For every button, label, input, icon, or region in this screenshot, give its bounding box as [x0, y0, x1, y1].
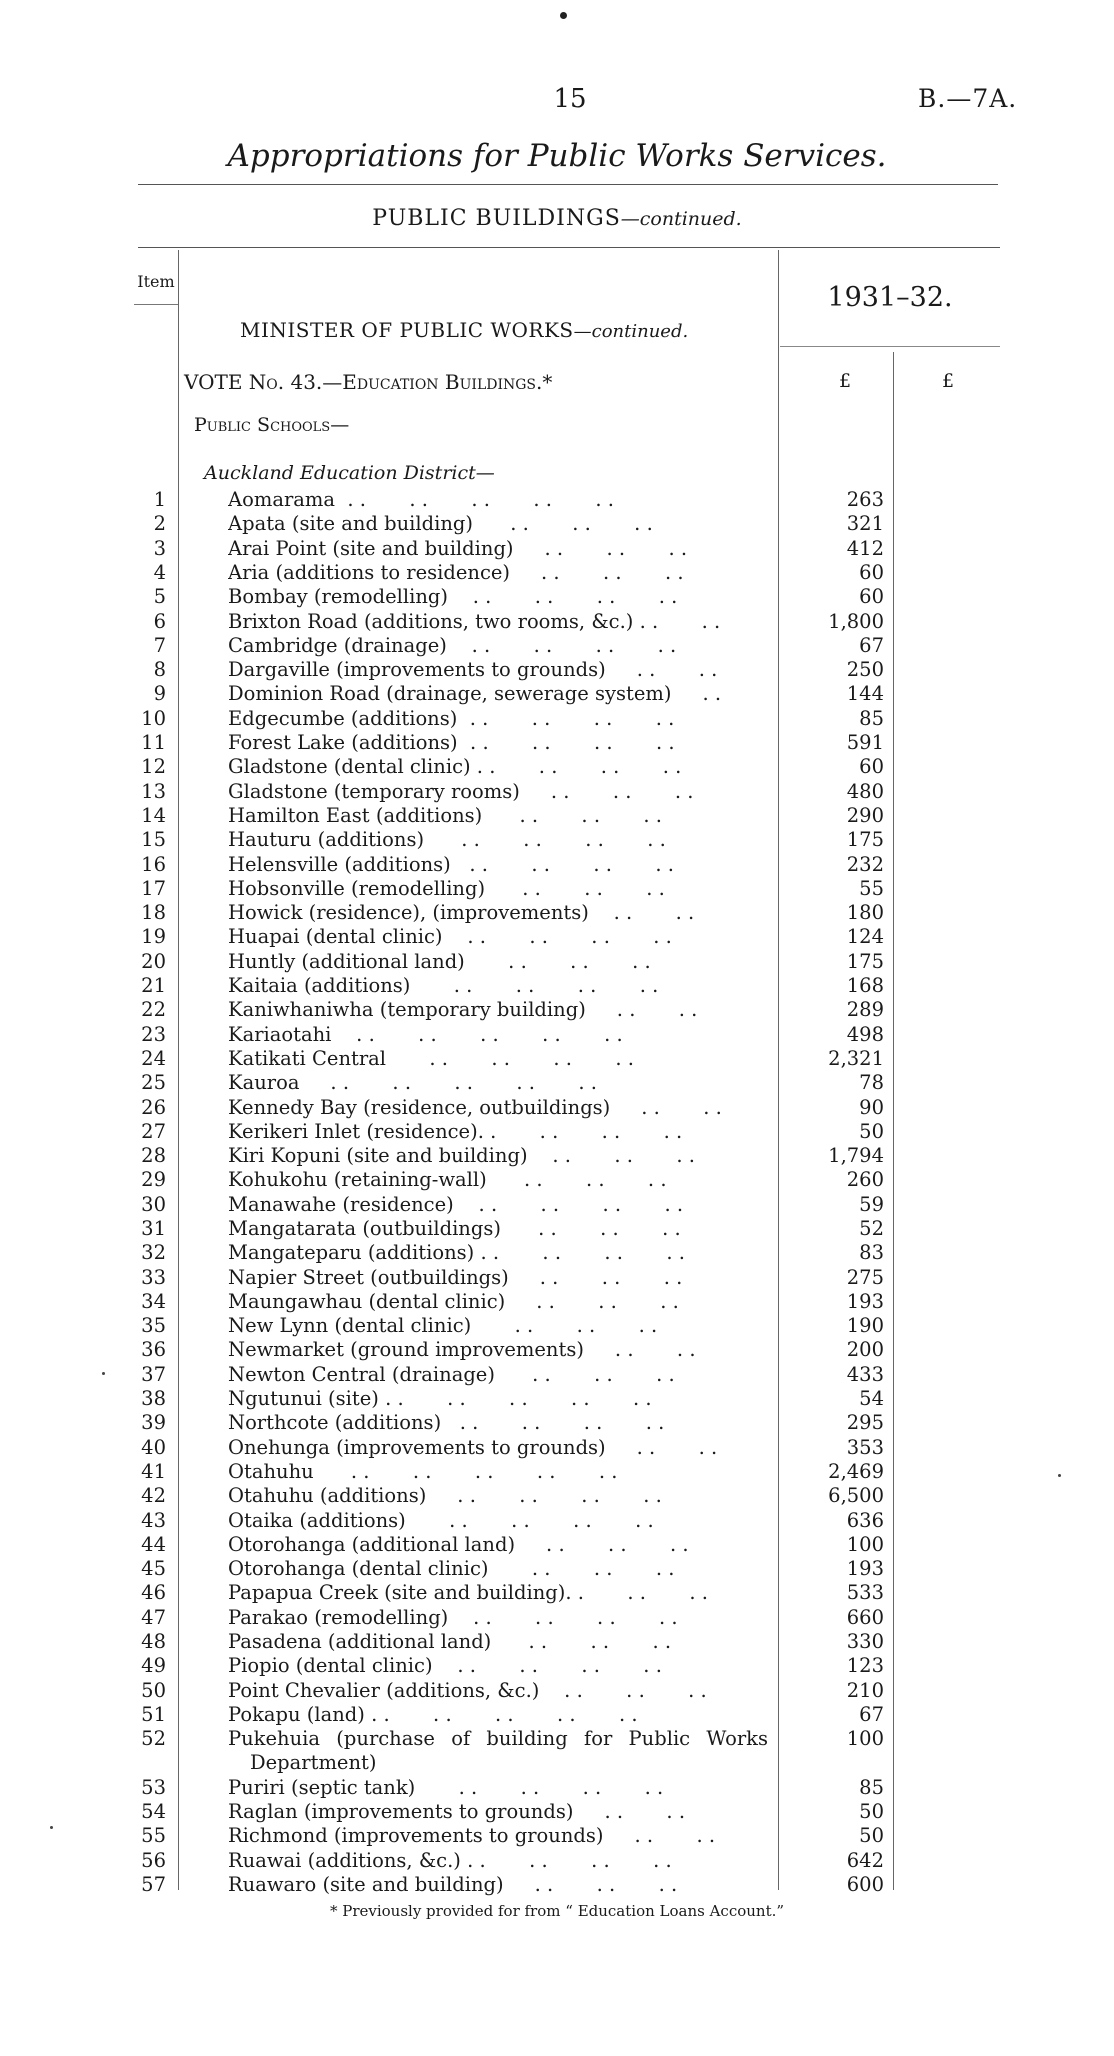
table-row	[0, 1217, 1114, 1241]
page-number: 15	[553, 84, 587, 114]
item-number: 42	[141, 1484, 166, 1507]
table-row	[0, 780, 1114, 804]
school-name: Aria (additions to residence) . . . . . .	[228, 561, 684, 584]
school-name: Kiri Kopuni (site and building) . . . . . .	[228, 1144, 695, 1167]
amount: 642	[846, 1849, 884, 1872]
amount: 1,800	[828, 610, 884, 633]
school-name: Aomarama . . . . . . . . . .	[228, 488, 614, 511]
amount: 295	[846, 1411, 884, 1434]
item-number: 18	[141, 901, 166, 924]
table-row	[0, 512, 1114, 536]
amount: 85	[859, 1776, 884, 1799]
table-row	[0, 1071, 1114, 1095]
amount: 660	[846, 1606, 884, 1629]
item-number: 44	[141, 1533, 166, 1556]
table-row	[0, 610, 1114, 634]
item-number: 41	[141, 1460, 166, 1483]
table-row	[0, 901, 1114, 925]
item-number: 47	[141, 1606, 166, 1629]
school-name: Helensville (additions) . . . . . . . .	[228, 853, 674, 876]
amount: 175	[846, 950, 884, 973]
amount: 289	[846, 998, 884, 1021]
table-row	[0, 974, 1114, 998]
amount: 180	[846, 901, 884, 924]
amount: 50	[859, 1824, 884, 1847]
table-row	[0, 1606, 1114, 1630]
school-name: Papapua Creek (site and building). . . . . .	[228, 1581, 708, 1604]
amount: 60	[859, 755, 884, 778]
school-name: Bombay (remodelling) . . . . . . . .	[228, 585, 678, 608]
item-number: 20	[141, 950, 166, 973]
item-number: 52	[141, 1727, 166, 1750]
table-row	[0, 1193, 1114, 1217]
document-reference: B.—7A.	[918, 84, 1018, 113]
table-row	[0, 1557, 1114, 1581]
item-number: 4	[153, 561, 166, 584]
amount: 50	[859, 1800, 884, 1823]
amount: 433	[846, 1363, 884, 1386]
amount: 67	[859, 634, 884, 657]
item-number: 36	[141, 1338, 166, 1361]
item-number: 13	[141, 780, 166, 803]
school-name: Parakao (remodelling) . . . . . . . .	[228, 1606, 678, 1629]
school-name: Kaitaia (additions) . . . . . . . .	[228, 974, 659, 997]
amount: 193	[846, 1290, 884, 1313]
school-name: Kerikeri Inlet (residence). . . . . . . .	[228, 1120, 683, 1143]
page-title: Appropriations for Public Works Services.	[227, 138, 887, 174]
table-row	[0, 828, 1114, 852]
table-row	[0, 1581, 1114, 1605]
school-name: Mangateparu (additions) . . . . . . . .	[228, 1241, 685, 1264]
item-number: 12	[141, 755, 166, 778]
amount: 6,500	[828, 1484, 884, 1507]
amount: 498	[846, 1023, 884, 1046]
item-number: 21	[141, 974, 166, 997]
school-name: Newmarket (ground improvements) . . . .	[228, 1338, 696, 1361]
school-name: New Lynn (dental clinic) . . . . . .	[228, 1314, 658, 1337]
item-number: 34	[141, 1290, 166, 1313]
currency-symbol-1: £	[838, 370, 852, 392]
table-row	[0, 755, 1114, 779]
section-heading: Public Schools—	[194, 414, 350, 436]
school-name: Forest Lake (additions) . . . . . . . .	[228, 731, 675, 754]
amount: 480	[846, 780, 884, 803]
item-number: 49	[141, 1654, 166, 1677]
amount: 1,794	[828, 1144, 884, 1167]
table-row	[0, 1800, 1114, 1824]
table-row	[0, 1096, 1114, 1120]
school-name: Point Chevalier (additions, &c.) . . . . . .	[228, 1679, 707, 1702]
table-row	[0, 998, 1114, 1022]
table-row	[0, 1290, 1114, 1314]
table-row	[0, 1824, 1114, 1848]
school-name: Mangatarata (outbuildings) . . . . . .	[228, 1217, 681, 1240]
amount: 533	[846, 1581, 884, 1604]
table-row	[0, 707, 1114, 731]
table-row	[0, 1484, 1114, 1508]
school-name: Kariaotahi . . . . . . . . . .	[228, 1023, 623, 1046]
amount: 250	[846, 658, 884, 681]
school-name: Katikati Central . . . . . . . .	[228, 1047, 634, 1070]
school-name: Pukehuia (purchase of building for Public Works	[228, 1727, 768, 1750]
amount: 59	[859, 1193, 884, 1216]
item-number: 11	[141, 731, 166, 754]
amount: 168	[846, 974, 884, 997]
table-row	[0, 1533, 1114, 1557]
section-subtitle	[100, 206, 1014, 231]
amount: 124	[846, 925, 884, 948]
table-row	[0, 731, 1114, 755]
table-top-rule	[138, 247, 1000, 248]
school-name: Raglan (improvements to grounds) . . . .	[228, 1800, 686, 1823]
school-name: Newton Central (drainage) . . . . . .	[228, 1363, 675, 1386]
item-number: 55	[141, 1824, 166, 1847]
scan-speck	[102, 1372, 105, 1375]
school-name: Otahuhu (additions) . . . . . . . .	[228, 1484, 662, 1507]
subtitle-continued: —continued.	[620, 208, 742, 230]
item-number: 19	[141, 925, 166, 948]
school-name: Arai Point (site and building) . . . . . .	[228, 537, 688, 560]
school-name: Huapai (dental clinic) . . . . . . . .	[228, 925, 672, 948]
item-number: 24	[141, 1047, 166, 1070]
subtitle-text: PUBLIC BUILDINGS	[372, 206, 621, 231]
school-name: Maungawhau (dental clinic) . . . . . .	[228, 1290, 679, 1313]
item-number: 54	[141, 1800, 166, 1823]
item-number: 43	[141, 1509, 166, 1532]
table-row	[0, 1509, 1114, 1533]
scan-speck	[50, 1826, 53, 1829]
printer-dot	[560, 12, 567, 19]
item-number: 51	[141, 1703, 166, 1726]
item-number: 10	[141, 707, 166, 730]
amount: 54	[859, 1387, 884, 1410]
item-number: 29	[141, 1168, 166, 1191]
table-row	[0, 1654, 1114, 1678]
year-header: 1931–32.	[827, 282, 953, 313]
school-name: Kaniwhaniwha (temporary building) . . . .	[228, 998, 698, 1021]
school-name: Manawahe (residence) . . . . . . . .	[228, 1193, 684, 1216]
amount: 232	[846, 853, 884, 876]
vote-heading: VOTE No. 43.—Education Buildings.*	[184, 370, 553, 394]
item-number: 46	[141, 1581, 166, 1604]
table-row	[0, 1727, 1114, 1774]
item-header-rule	[134, 304, 178, 305]
item-number: 40	[141, 1436, 166, 1459]
amount: 330	[846, 1630, 884, 1653]
title-rule	[138, 184, 998, 185]
amount: 260	[846, 1168, 884, 1191]
item-number: 6	[153, 610, 166, 633]
amount: 85	[859, 707, 884, 730]
table-row	[0, 1387, 1114, 1411]
amount: 175	[846, 828, 884, 851]
table-row	[0, 804, 1114, 828]
school-name: Otaika (additions) . . . . . . . .	[228, 1509, 654, 1532]
table-row	[0, 1776, 1114, 1800]
school-name: Dargaville (improvements to grounds) . . . .	[228, 658, 718, 681]
table-row	[0, 1363, 1114, 1387]
item-number: 56	[141, 1849, 166, 1872]
amount: 100	[846, 1727, 884, 1750]
school-name: Otahuhu . . . . . . . . . .	[228, 1460, 618, 1483]
table-row	[0, 1849, 1114, 1873]
item-number: 39	[141, 1411, 166, 1434]
minister-heading	[240, 318, 688, 342]
district-heading: Auckland Education District—	[204, 462, 495, 484]
amount: 636	[846, 1509, 884, 1532]
item-number: 16	[141, 853, 166, 876]
amount: 321	[846, 512, 884, 535]
school-name: Huntly (additional land) . . . . . .	[228, 950, 651, 973]
amount: 55	[859, 877, 884, 900]
amount: 90	[859, 1096, 884, 1119]
item-number: 26	[141, 1096, 166, 1119]
table-row	[0, 1411, 1114, 1435]
item-number: 7	[153, 634, 166, 657]
item-number: 17	[141, 877, 166, 900]
school-name: Otorohanga (additional land) . . . . . .	[228, 1533, 689, 1556]
school-name: Cambridge (drainage) . . . . . . . .	[228, 634, 677, 657]
item-number: 5	[153, 585, 166, 608]
school-name: Kohukohu (retaining-wall) . . . . . .	[228, 1168, 667, 1191]
amount: 2,321	[828, 1047, 884, 1070]
amount: 100	[846, 1533, 884, 1556]
table-row	[0, 853, 1114, 877]
amount: 353	[846, 1436, 884, 1459]
amount: 263	[846, 488, 884, 511]
item-number: 8	[153, 658, 166, 681]
item-number: 37	[141, 1363, 166, 1386]
item-number: 38	[141, 1387, 166, 1410]
table-row	[0, 1168, 1114, 1192]
table-row	[0, 1266, 1114, 1290]
school-name: Onehunga (improvements to grounds) . . . .	[228, 1436, 718, 1459]
school-name: Dominion Road (drainage, sewerage system) . .	[228, 682, 722, 705]
item-number: 9	[153, 682, 166, 705]
table-row	[0, 1630, 1114, 1654]
item-number: 1	[153, 488, 166, 511]
school-name: Hamilton East (additions) . . . . . .	[228, 804, 663, 827]
school-name: Gladstone (temporary rooms) . . . . . .	[228, 780, 694, 803]
item-number: 35	[141, 1314, 166, 1337]
amount: 50	[859, 1120, 884, 1143]
school-name: Apata (site and building) . . . . . .	[228, 512, 653, 535]
amount: 83	[859, 1241, 884, 1264]
table-row	[0, 488, 1114, 512]
table-row	[0, 1873, 1114, 1897]
minister-continued: —continued.	[573, 321, 689, 342]
school-name: Ruawaro (site and building) . . . . . .	[228, 1873, 678, 1896]
table-row	[0, 877, 1114, 901]
item-number: 23	[141, 1023, 166, 1046]
amount: 2,469	[828, 1460, 884, 1483]
table-row	[0, 1460, 1114, 1484]
table-row	[0, 1436, 1114, 1460]
school-name: Puriri (septic tank) . . . . . . . .	[228, 1776, 664, 1799]
minister-text: MINISTER OF PUBLIC WORKS	[240, 318, 574, 342]
item-number: 3	[153, 537, 166, 560]
item-number: 48	[141, 1630, 166, 1653]
scan-speck	[1058, 1474, 1061, 1477]
table-row	[0, 537, 1114, 561]
school-name: Howick (residence), (improvements) . . . .	[228, 901, 695, 924]
amount: 60	[859, 585, 884, 608]
table-row	[0, 925, 1114, 949]
amount: 600	[846, 1873, 884, 1896]
amount: 591	[846, 731, 884, 754]
school-name: Kauroa . . . . . . . . . .	[228, 1071, 597, 1094]
school-name: Napier Street (outbuildings) . . . . . .	[228, 1266, 683, 1289]
table-row	[0, 634, 1114, 658]
table-row	[0, 1120, 1114, 1144]
school-name: Edgecumbe (additions) . . . . . . . .	[228, 707, 675, 730]
school-name: Richmond (improvements to grounds) . . . .	[228, 1824, 716, 1847]
year-rule	[780, 346, 1000, 347]
item-number: 53	[141, 1776, 166, 1799]
school-name: Piopio (dental clinic) . . . . . . . .	[228, 1654, 662, 1677]
amount: 275	[846, 1266, 884, 1289]
item-number: 27	[141, 1120, 166, 1143]
item-number: 50	[141, 1679, 166, 1702]
school-name: Pokapu (land) . . . . . . . . . .	[228, 1703, 638, 1726]
table-row	[0, 1314, 1114, 1338]
item-number: 15	[141, 828, 166, 851]
school-name: Pasadena (additional land) . . . . . .	[228, 1630, 672, 1653]
table-row	[0, 658, 1114, 682]
amount: 210	[846, 1679, 884, 1702]
item-column-header: Item	[137, 272, 175, 291]
table-row	[0, 1338, 1114, 1362]
school-name: Hauturu (additions) . . . . . . . .	[228, 828, 666, 851]
amount: 144	[846, 682, 884, 705]
amount: 200	[846, 1338, 884, 1361]
currency-symbol-2: £	[941, 370, 955, 392]
table-row	[0, 585, 1114, 609]
item-number: 45	[141, 1557, 166, 1580]
school-name: Northcote (additions) . . . . . . . .	[228, 1411, 665, 1434]
table-row	[0, 1023, 1114, 1047]
school-name: Hobsonville (remodelling) . . . . . .	[228, 877, 665, 900]
table-row	[0, 682, 1114, 706]
amount: 60	[859, 561, 884, 584]
item-number: 22	[141, 998, 166, 1021]
item-number: 30	[141, 1193, 166, 1216]
amount: 190	[846, 1314, 884, 1337]
table-row	[0, 1703, 1114, 1727]
item-number: 14	[141, 804, 166, 827]
table-row	[0, 1144, 1114, 1168]
school-name: Gladstone (dental clinic) . . . . . . . .	[228, 755, 682, 778]
amount: 412	[846, 537, 884, 560]
item-number: 31	[141, 1217, 166, 1240]
school-name-continuation: Department)	[250, 1751, 377, 1774]
school-name: Ruawai (additions, &c.) . . . . . . . .	[228, 1849, 672, 1872]
table-row	[0, 1679, 1114, 1703]
amount: 290	[846, 804, 884, 827]
school-name: Ngutunui (site) . . . . . . . . . .	[228, 1387, 652, 1410]
table-row	[0, 1047, 1114, 1071]
school-name: Kennedy Bay (residence, outbuildings) . . . .	[228, 1096, 722, 1119]
school-name: Otorohanga (dental clinic) . . . . . .	[228, 1557, 675, 1580]
table-row	[0, 561, 1114, 585]
item-number: 28	[141, 1144, 166, 1167]
item-number: 2	[153, 512, 166, 535]
amount: 193	[846, 1557, 884, 1580]
school-name: Brixton Road (additions, two rooms, &c.) . . . .	[228, 610, 721, 633]
amount: 67	[859, 1703, 884, 1726]
amount: 52	[859, 1217, 884, 1240]
footnote: * Previously provided for from “ Education Loans Account.”	[329, 1902, 785, 1920]
table-row	[0, 950, 1114, 974]
item-number: 32	[141, 1241, 166, 1264]
item-number: 57	[141, 1873, 166, 1896]
item-number: 25	[141, 1071, 166, 1094]
table-row	[0, 1241, 1114, 1265]
amount: 78	[859, 1071, 884, 1094]
item-number: 33	[141, 1266, 166, 1289]
amount: 123	[846, 1654, 884, 1677]
